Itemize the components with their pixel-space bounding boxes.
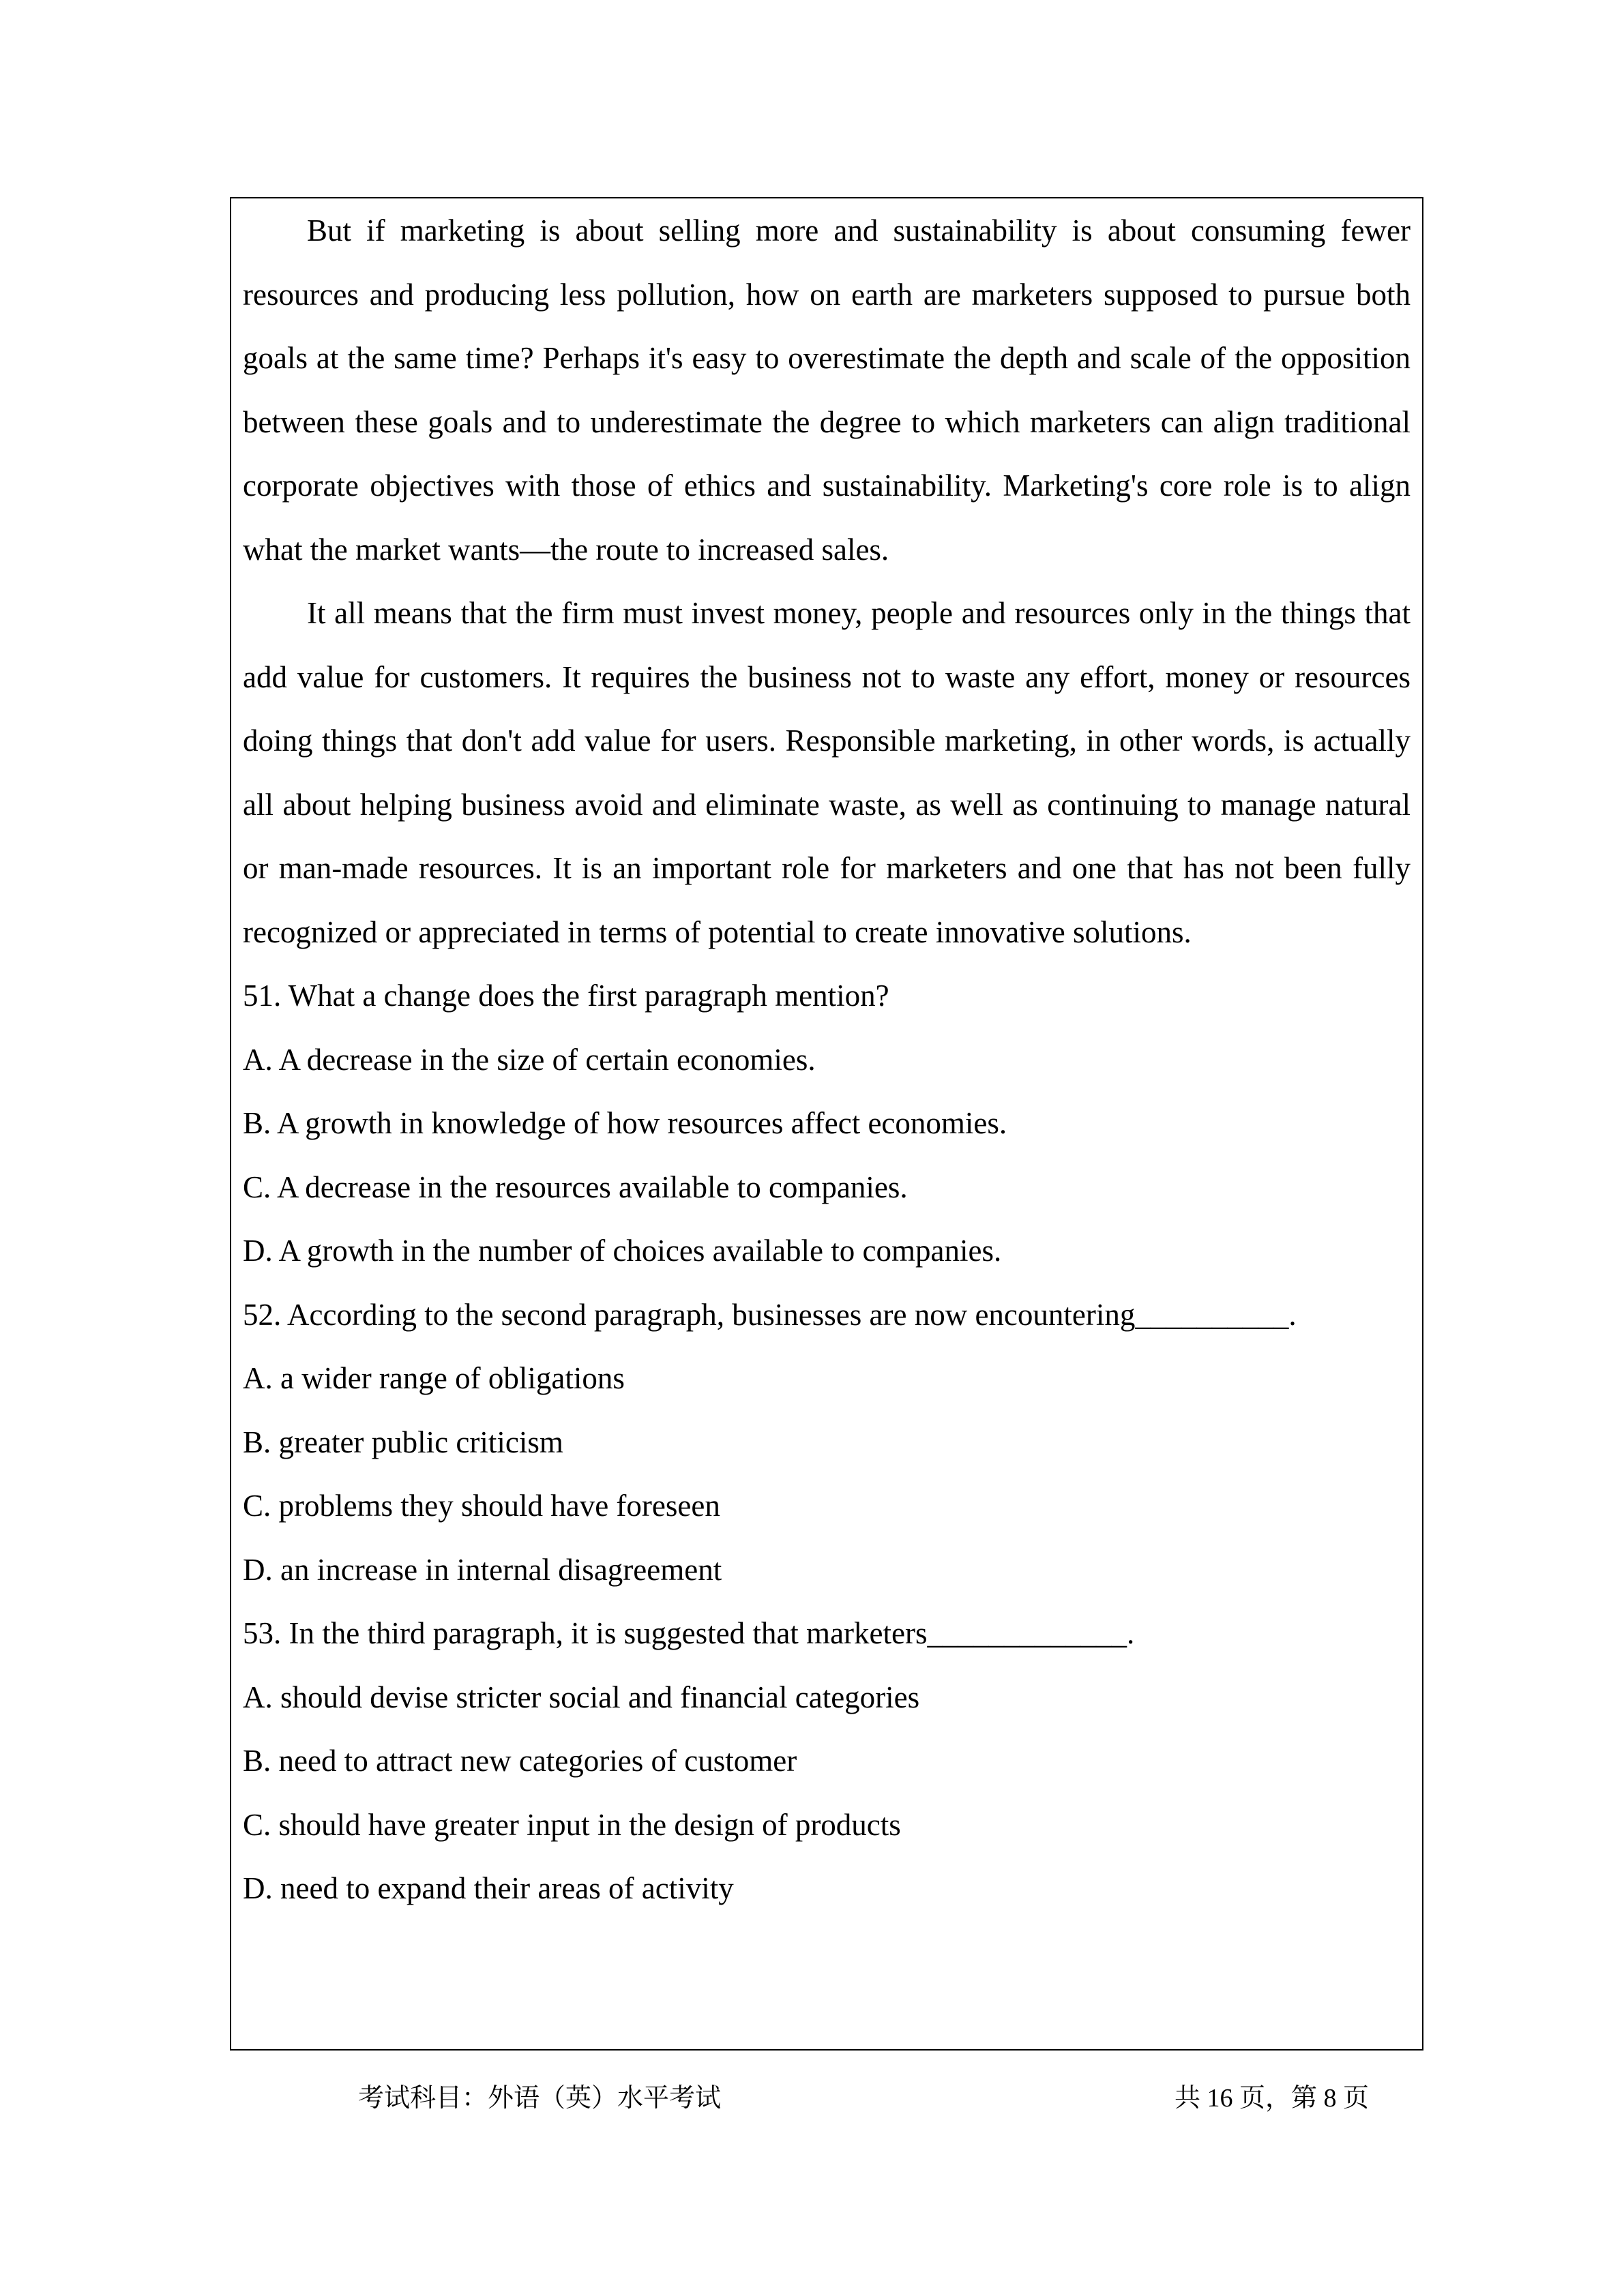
option-b: B. need to attract new categories of customer	[243, 1744, 797, 1778]
question-52	[243, 1283, 1411, 1602]
option-c: C. should have greater input in the design of products	[243, 1807, 901, 1842]
passage-paragraph-1: But if marketing is about selling more and sustainability is about consuming fewer resources and producing less pollution, how on earth are marketers supposed to pursue both goals at the same time? Perhaps it's easy to overestimate the depth and scale of the opposition between these goals and to underestimate the degree to which marketers can align traditional corporate objectives with those of ethics and sustainability. Marketing's core role is to align what the market wants—the route to increased sales.	[243, 213, 1411, 567]
option-c: C. A decrease in the resources available to companies.	[243, 1169, 908, 1204]
option-a: A. should devise stricter social and financial categories	[243, 1680, 920, 1714]
question-stem: 51. What a change does the first paragraph mention?	[243, 979, 889, 1013]
passage-paragraph-2: It all means that the firm must invest money, people and resources only in the things that add value for customers. It requires the business not to waste any effort, money or resources doing things that don't add value for users. Responsible marketing, in other words, is actually all about helping business avoid and eliminate waste, as well as continuing to manage natural or man-made resources. It is an important role for marketers and one that has not been fully recognized or appreciated in terms of potential to create innovative solutions.	[243, 596, 1411, 949]
option-d: D. A growth in the number of choices available to companies.	[243, 1234, 1002, 1268]
option-a: A. A decrease in the size of certain economies.	[243, 1042, 816, 1077]
question-53	[243, 1602, 1411, 1921]
option-b: B. greater public criticism	[243, 1425, 563, 1459]
question-stem: 52. According to the second paragraph, businesses are now encountering__________.	[243, 1297, 1297, 1332]
option-b: B. A growth in knowledge of how resources affect economies.	[243, 1106, 1007, 1140]
option-d: D. need to expand their areas of activity	[243, 1871, 734, 1905]
question-51	[243, 964, 1411, 1283]
option-d: D. an increase in internal disagreement	[243, 1552, 722, 1587]
footer-subject: 考试科目：外语（英）水平考试	[358, 2084, 722, 2113]
option-a: A. a wider range of obligations	[243, 1361, 625, 1395]
exam-content	[243, 199, 1411, 1921]
question-stem: 53. In the third paragraph, it is suggested that marketers_____________.	[243, 1616, 1135, 1650]
footer-page-number: 共 16 页，第 8 页	[1175, 2084, 1370, 2113]
option-c: C. problems they should have foreseen	[243, 1489, 720, 1523]
